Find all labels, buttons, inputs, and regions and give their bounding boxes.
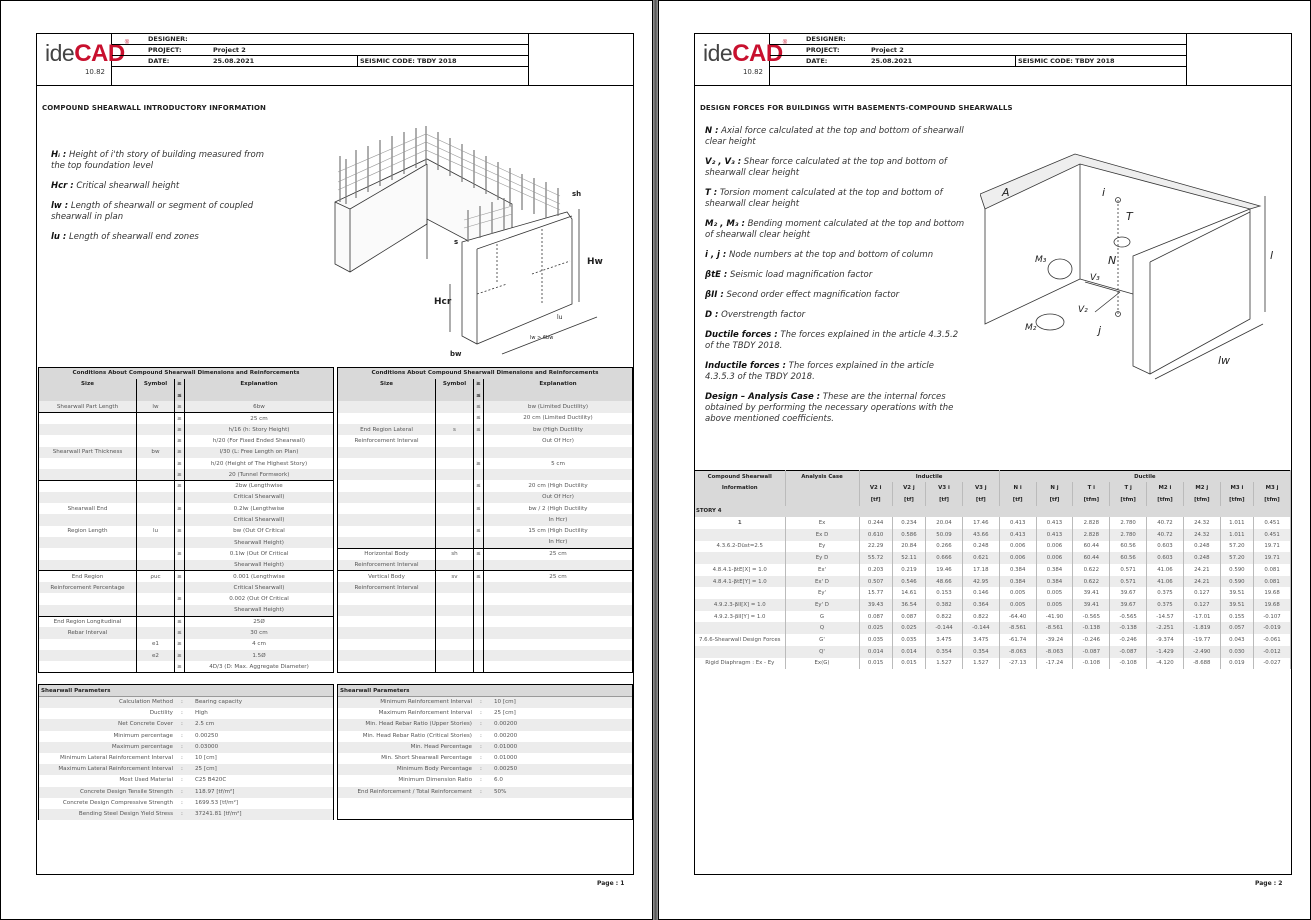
svg-text:s: s (454, 238, 459, 246)
table-row: Horizontal Body sh ≤ 25 cm (338, 548, 633, 559)
section-title: DESIGN FORCES FOR BUILDINGS WITH BASEMENTS-COMPOUND SHEARWALLS (700, 104, 1013, 112)
parameter-row: End Reinforcement / Total Reinforcement : 50% (338, 787, 632, 798)
table-row: ≥ 0.1lw (Out Of Critical (39, 548, 334, 559)
definition-item: Hᵢ : Height of i'th story of building measured from the top foundation level (51, 150, 265, 171)
parameter-row: Min. Head Rebar Ratio (Upper Stories) : 0.00200 (338, 719, 632, 730)
table-row: Q 0.025 0.025 -0.144 -0.144 -8.561 -8.561 -0.138 -0.138 -2.251 -1.819 0.057 -0.019 (695, 622, 1291, 634)
page-number: Page : 2 (1255, 880, 1283, 887)
table-row (338, 605, 633, 616)
table-row: Ey' 15.77 14.61 0.153 0.146 0.005 0.005 39.41 39.67 0.375 0.127 39.51 19.68 (695, 587, 1291, 599)
table-row: 7.6.6-Shearwall Design Forces G' 0.035 0.035 3.475 3.475 -61.74 -39.24 -0.246 -0.246 -9.374 -19.77 0.043 -0.061 (695, 634, 1291, 646)
table-row (338, 447, 633, 458)
page-frame (694, 33, 1292, 875)
table-row: Reinforcement Percentage Critical Shearwall) (39, 582, 334, 593)
date-value: 25.08.2021 (213, 57, 255, 65)
table-row: Ey D 55.72 52.11 0.666 0.621 0.006 0.006 60.44 60.56 0.603 0.248 57.20 19.71 (695, 552, 1291, 564)
table-row: Reinforcement Interval Out Of Hcr) (338, 435, 633, 446)
table-row: Shearwall Height) (39, 560, 334, 571)
definition-item: D : Overstrength factor (705, 310, 806, 320)
svg-text:sh: sh (572, 190, 582, 198)
table-row: Region Length lu ≥ bw (Out Of Critical (39, 526, 334, 537)
parameter-row: Net Concrete Cover : 2.5 cm (39, 719, 333, 730)
definition-item: lu : Length of shearwall end zones (51, 232, 199, 242)
parameter-row: Concrete Design Tensile Strength : 118.97 [tf/m²] (39, 787, 333, 798)
parameter-row: Minimum Body Percentage : 0.00250 (338, 764, 632, 775)
report-header (37, 34, 633, 86)
table-row: Critical Shearwall) (39, 514, 334, 525)
table-row: e2 ≥ 1.5Ø (39, 650, 334, 661)
seismic-code: SEISMIC CODE: TBDY 2018 (357, 56, 457, 67)
parameter-row: Maximum percentage : 0.03000 (39, 742, 333, 753)
section-title: COMPOUND SHEARWALL INTRODUCTORY INFORMATION (42, 104, 266, 112)
parameter-row: Minimum percentage : 0.00250 (113, 732, 219, 739)
definition-item: Inductile forces : The forces explained in the article 4.3.5.3 of the TBDY 2018. (705, 361, 934, 382)
svg-text:N: N (1108, 254, 1117, 267)
svg-text:Hcr: Hcr (434, 297, 452, 307)
definition-item: T : Torsion moment calculated at the top and bottom of shearwall clear height (705, 188, 943, 209)
seismic-code: SEISMIC CODE: TBDY 2018 (1015, 56, 1115, 67)
definition-item: βtE : Seismic load magnification factor (705, 270, 873, 280)
svg-text:j: j (1098, 324, 1102, 337)
table-row: In Hcr) (338, 537, 633, 548)
table-row (338, 661, 633, 672)
parameter-row: Ductility : High (149, 710, 208, 717)
parameter-row: Concrete Design Compressive Strength : 1699.53 [tf/m²] (62, 799, 239, 806)
definition-item: Hcr : Critical shearwall height (51, 181, 180, 191)
date-value: 25.08.2021 (871, 57, 913, 65)
svg-text:bw: bw (450, 350, 462, 358)
definitions-list (51, 150, 271, 252)
version-label: 10.82 (742, 68, 763, 76)
table-row: ≤ 20 cm (Limited Ductility) (338, 413, 633, 424)
parameter-row: Most Used Material : C25 B420C (119, 777, 227, 784)
project-value: Project 2 (213, 46, 246, 54)
table-row: Shearwall Height) (39, 605, 334, 616)
table-row: Rigid Diaphragm : Ex - Ey Ex(G) 0.015 0.015 1.527 1.527 -27.13 -17.24 -0.108 -0.108 -4.120 -8.688 0.019 -0.027 (695, 658, 1291, 670)
table-row: e1 ≥ 4 cm (39, 639, 334, 650)
force-diagram (980, 134, 1290, 404)
table-row: Reinforcement Interval (338, 560, 633, 571)
table-row: Critical Shearwall) (39, 492, 334, 503)
parameter-row: Minimum Reinforcement Interval : 10 [cm] (338, 697, 632, 708)
definitions-list (705, 126, 965, 434)
table-row: 4.9.2.3-βII[X] = 1.0 Ey' D 39.43 36.54 0.382 0.364 0.005 0.005 39.41 39.67 0.375 0.127 39.51 19.68 (695, 599, 1291, 611)
table-row: ≥ h/20 (For Fixed Ended Shearwall) (39, 435, 334, 446)
project-label: PROJECT: (148, 46, 182, 54)
parameter-row: Min. Head Rebar Ratio (Critical Stories) : 0.00200 (362, 732, 518, 739)
table-row: 4.8.4.1-βtE[X] = 1.0 Ex' 0.203 0.219 19.46 17.18 0.384 0.384 0.622 0.571 41.06 24.21 0.590 0.081 (695, 564, 1291, 576)
table-row: Reinforcement Interval (338, 582, 633, 593)
svg-text:lw: lw (1218, 354, 1231, 367)
table-row (338, 639, 633, 650)
table-row: ≤ 15 cm (High Ductility (338, 526, 633, 537)
table-row: Shearwall Part Length lw ≥ 6bw (39, 401, 334, 412)
conditions-table-left: Conditions About Compound Shearwall Dimensions and Reinforcements Size Symbol ≥ Explanation ≤ Shearwall Part Length lw ≥ 6bw ≥ 25 cm ≥ h/16 (h: Story Height) ≥ h/20 (For Fixed Ended Shearwall) Shearwall Part Thickness bw ≥ l/30 (L: Free Length on Plan) ≥ h/20 (Height of The Highest Story) ≥ 20 (Tunnel Formwork) ≥ 2bw (Lengthwise Critical Shearwall) Shearwall End ≥ 0.2lw (Lengthwise Critical Shearwall) Region Length lu ≥ bw (Out Of Critical Shearwall Height) ≥ 0.1lw (Out Of Critical Shearwall Height) End Region ρuc ≥ 0.001 (Lengthwise Reinforcement Percentage Critical Shearwall) ≥ 0.002 (Out Of Critical Shearwall Height) End Region Longitudinal ≤ 25Ø Rebar Interval ≤ 30 cm e1 ≥ 4 cm e2 ≥ 1.5Ø ≥ 4D/3 (D: Max. Aggregate Diameter) (38, 367, 334, 673)
version-label: 10.82 (84, 68, 105, 76)
table-row: End Region Lateral s ≤ bw (High Ductility (338, 424, 633, 435)
definition-item: i , j : Node numbers at the top and bottom of column (705, 250, 934, 260)
table-row: Shearwall Part Thickness bw ≥ l/30 (L: Free Length on Plan) (39, 447, 334, 458)
parameter-row: Maximum Reinforcement Interval : 25 [cm] (378, 710, 516, 717)
shearwall-reinforcement-diagram (332, 124, 632, 364)
svg-text:lu: lu (557, 314, 563, 321)
table-row: Shearwall End ≥ 0.2lw (Lengthwise (39, 503, 334, 514)
definition-item: N : Axial force calculated at the top and bottom of shearwall clear height (705, 126, 964, 147)
svg-text:T: T (1126, 210, 1133, 223)
design-forces-table: Compound Shearwall Analysis Case Inductile Ductile Information V2 i V2 j V3 i V3 j N i N j T i T j M2 i M2 j M3 i M3 j [tf] [tf] [tf] [tf] [tf] [tf] [tfm] [tfm] [tfm] [tfm] [tfm] [tfm] STORY 4 1 Ex 0.244 0.234 20.04 17.46 0.413 0.413 2.828 2.780 40.72 24.32 1.011 0.451 Ex D 0.610 0.586 50.09 43.66 0.413 0.413 2.828 2.780 40.72 24.32 1.011 0.451 4.3.6.2-Düst=2.5 Ey 22.29 20.84 0.266 0.248 0.006 0.006 60.44 60.56 0.603 0.248 57.20 19.71 Ey D 55.72 52.11 0.666 0.621 0.006 0.006 60.44 60.56 0.603 0.248 57.20 19.71 4.8.4.1-βtE[X] = 1.0 Ex' 0.203 0.219 19.46 17.18 0.384 0.384 0.622 0.571 41.06 24.21 0.590 0.081 4.8.4.1-βtE[Y] = 1.0 Ex' D 0.507 0.546 48.66 42.95 0.384 0.384 0.622 0.571 41.06 24.21 0.590 0.081 Ey' 15.77 14.61 0.153 0.146 0.005 0.005 39.41 39.67 0.375 0.127 39.51 19.68 4.9.2.3-βII[X] = 1.0 Ey' D 39.43 36.54 0.382 0.364 0.005 0.005 39.41 39.67 0.375 0.127 39.51 19.68 4.9.2.3-βII[Y] = 1.0 G 0.087 0.087 0.822 0.822 -64.40 -41.90 -0.565 -0.565 -14.57 -17.01 0.155 -0.107 Q 0.025 0.025 -0.144 -0.144 -8.561 -8.561 -0.138 -0.138 -2.251 -1.819 0.057 -0.019 7.6.6-Shearwall Design Forces G' 0.035 0.035 3.475 3.475 -61.74 -39.24 -0.246 -0.246 -9.374 -19.77 0.043 -0.061 Q' 0.014 0.014 0.354 0.354 -8.063 -8.063 -0.087 -0.087 -1.429 -2.490 0.030 -0.012 Rigid Diaphragm : Ex - Ey Ex(G) 0.015 0.015 1.527 1.527 -27.13 -17.24 -0.108 -0.108 -4.120 -8.688 0.019 -0.027 (695, 470, 1291, 669)
table-row: 4.9.2.3-βII[Y] = 1.0 G 0.087 0.087 0.822 0.822 -64.40 -41.90 -0.565 -0.565 -14.57 -17.01 0.155 -0.107 (695, 611, 1291, 623)
table-row (338, 593, 633, 604)
parameter-row: Minimum Dimension Ratio : 6.0 (398, 777, 503, 784)
table-row: 4.3.6.2-Düst=2.5 Ey 22.29 20.84 0.266 0.248 0.006 0.006 60.44 60.56 0.603 0.248 57.20 19.71 (695, 541, 1291, 553)
report-page-2 (658, 0, 1311, 920)
table-row: Q' 0.014 0.014 0.354 0.354 -8.063 -8.063 -0.087 -0.087 -1.429 -2.490 0.030 -0.012 (695, 646, 1291, 658)
designer-label: DESIGNER: (148, 35, 188, 43)
table-row: ≥ h/16 (h: Story Height) (39, 424, 334, 435)
svg-text:i: i (1102, 186, 1106, 199)
table-row (338, 616, 633, 627)
definition-item: βII : Second order effect magnification factor (705, 290, 900, 300)
table-row: ≥ 20 (Tunnel Formwork) (39, 469, 334, 480)
definition-item: Ductile forces : The forces explained in the article 4.3.5.2 of the TBDY 2018. (705, 330, 959, 351)
table-row: Ex D 0.610 0.586 50.09 43.66 0.413 0.413 2.828 2.780 40.72 24.32 1.011 0.451 (695, 529, 1291, 541)
definition-item: lw : Length of shearwall or segment of coupled shearwall in plan (51, 201, 254, 222)
table-row: ≥ 4D/3 (D: Max. Aggregate Diameter) (39, 661, 334, 672)
definition-item: Design – Analysis Case : These are the internal forces obtained by performing the necessary operations with the above mentioned coefficients. (705, 392, 954, 424)
svg-text:V₃: V₃ (1090, 273, 1100, 283)
idecad-logo: ideCAD® 10.82 (37, 34, 112, 86)
svg-text:M₃: M₃ (1035, 255, 1047, 265)
table-row: End Region Longitudinal ≤ 25Ø (39, 616, 334, 627)
definition-item: M₂ , M₃ : Bending moment calculated at the top and bottom of shearwall clear height (705, 219, 965, 240)
parameter-row: Calculation Method : Bearing capacity (39, 697, 333, 708)
table-row: End Region ρuc ≥ 0.001 (Lengthwise (39, 571, 334, 582)
shearwall-parameters-left: Shearwall Parameters Calculation Method : Bearing capacity Ductility : High Net Concrete Cover : 2.5 cm Minimum percentage : 0.00250 Maximum percentage : 0.03000 Minimum Lateral Reinforcement Interval : 10 [cm] Maximum Lateral Reinforcement Interval : 25 [cm] Most Used Material : C25 B420C Concrete Design Tensile Strength : 118.97 [tf/m²] Concrete Design Compressive Strength : 1699.53 [tf/m²] Bending Steel Design Yield Stress : 37241.81 [tf/m²] (38, 684, 334, 820)
table-row (338, 627, 633, 638)
project-label: PROJECT: (806, 46, 840, 54)
date-label: DATE: (806, 57, 828, 65)
table-row (338, 650, 633, 661)
table-row: ≥ 25 cm (39, 413, 334, 424)
report-header (695, 34, 1291, 86)
shearwall-parameters-right: Shearwall Parameters Minimum Reinforcement Interval : 10 [cm] Maximum Reinforcement Interval : 25 [cm] Min. Head Rebar Ratio (Upper Stories) : 0.00200 Min. Head Rebar Ratio (Critical Stories) : 0.00200 Min. Head Percentage : 0.01000 Min. Short Shearwall Percentage : 0.01000 Minimum Body Percentage : 0.00250 Minimum Dimension Ratio : 6.0 End Reinforcement / Total Reinforcement : 50% (337, 684, 633, 820)
date-label: DATE: (148, 57, 170, 65)
table-row: ≥ 0.002 (Out Of Critical (39, 593, 334, 604)
svg-text:l: l (1270, 249, 1274, 262)
idecad-logo: ideCAD® 10.82 (695, 34, 770, 86)
table-row: 1 Ex 0.244 0.234 20.04 17.46 0.413 0.413 2.828 2.780 40.72 24.32 1.011 0.451 (695, 517, 1291, 529)
report-page-1 (0, 0, 653, 920)
table-row: ≥ 2bw (Lengthwise (39, 480, 334, 491)
parameter-row: Min. Head Percentage : 0.01000 (338, 742, 632, 753)
svg-text:Hw: Hw (587, 257, 603, 267)
table-row: In Hcr) (338, 514, 633, 525)
page-number: Page : 1 (597, 880, 625, 887)
designer-label: DESIGNER: (806, 35, 846, 43)
table-row: ≤ bw / 2 (High Ductility (338, 503, 633, 514)
parameter-row: Bending Steel Design Yield Stress : 37241.81 [tf/m²] (39, 809, 333, 820)
table-row: ≥ h/20 (Height of The Highest Story) (39, 458, 334, 469)
table-row (338, 469, 633, 480)
table-row: ≤ 20 cm (High Ductility (338, 480, 633, 491)
parameter-row: Min. Short Shearwall Percentage : 0.01000 (381, 754, 518, 761)
parameter-row: Maximum Lateral Reinforcement Interval : 25 [cm] (39, 764, 333, 775)
conditions-table-right: Conditions About Compound Shearwall Dimensions and Reinforcements Size Symbol ≥ Explanation ≤ ≤ bw (Limited Ductility) ≤ 20 cm (Limited Ductility) End Region Lateral s ≤ bw (High Ductility Reinforcement Interval Out Of Hcr) ≥ 5 cm ≤ 20 cm (High Ductility Out Of Hcr) ≤ bw / 2 (High Ductility In Hcr) ≤ 15 cm (High Ductility In Hcr) Horizontal Body sh ≤ 25 cm Reinforcement Interval Vertical Body sv ≤ 25 cm Reinforcement Interval (337, 367, 633, 673)
svg-text:lw > 6bw: lw > 6bw (530, 335, 554, 341)
svg-text:V₂: V₂ (1078, 305, 1088, 315)
svg-text:A: A (1002, 186, 1010, 199)
project-value: Project 2 (871, 46, 904, 54)
table-row: ≥ 5 cm (338, 458, 633, 469)
page-frame (36, 33, 634, 875)
svg-text:M₂: M₂ (1025, 323, 1037, 333)
table-row: Out Of Hcr) (338, 492, 633, 503)
table-row: Vertical Body sv ≤ 25 cm (338, 571, 633, 582)
table-row: ≤ bw (Limited Ductility) (338, 401, 633, 412)
parameter-row: Minimum Lateral Reinforcement Interval : 10 [cm] (59, 754, 217, 761)
table-row: 4.8.4.1-βtE[Y] = 1.0 Ex' D 0.507 0.546 48.66 42.95 0.384 0.384 0.622 0.571 41.06 24.21 0.590 0.081 (695, 576, 1291, 588)
table-row: Rebar Interval ≤ 30 cm (39, 627, 334, 638)
definition-item: V₂ , V₃ : Shear force calculated at the top and bottom of shearwall clear height (705, 157, 947, 178)
table-row: Shearwall Height) (39, 537, 334, 548)
